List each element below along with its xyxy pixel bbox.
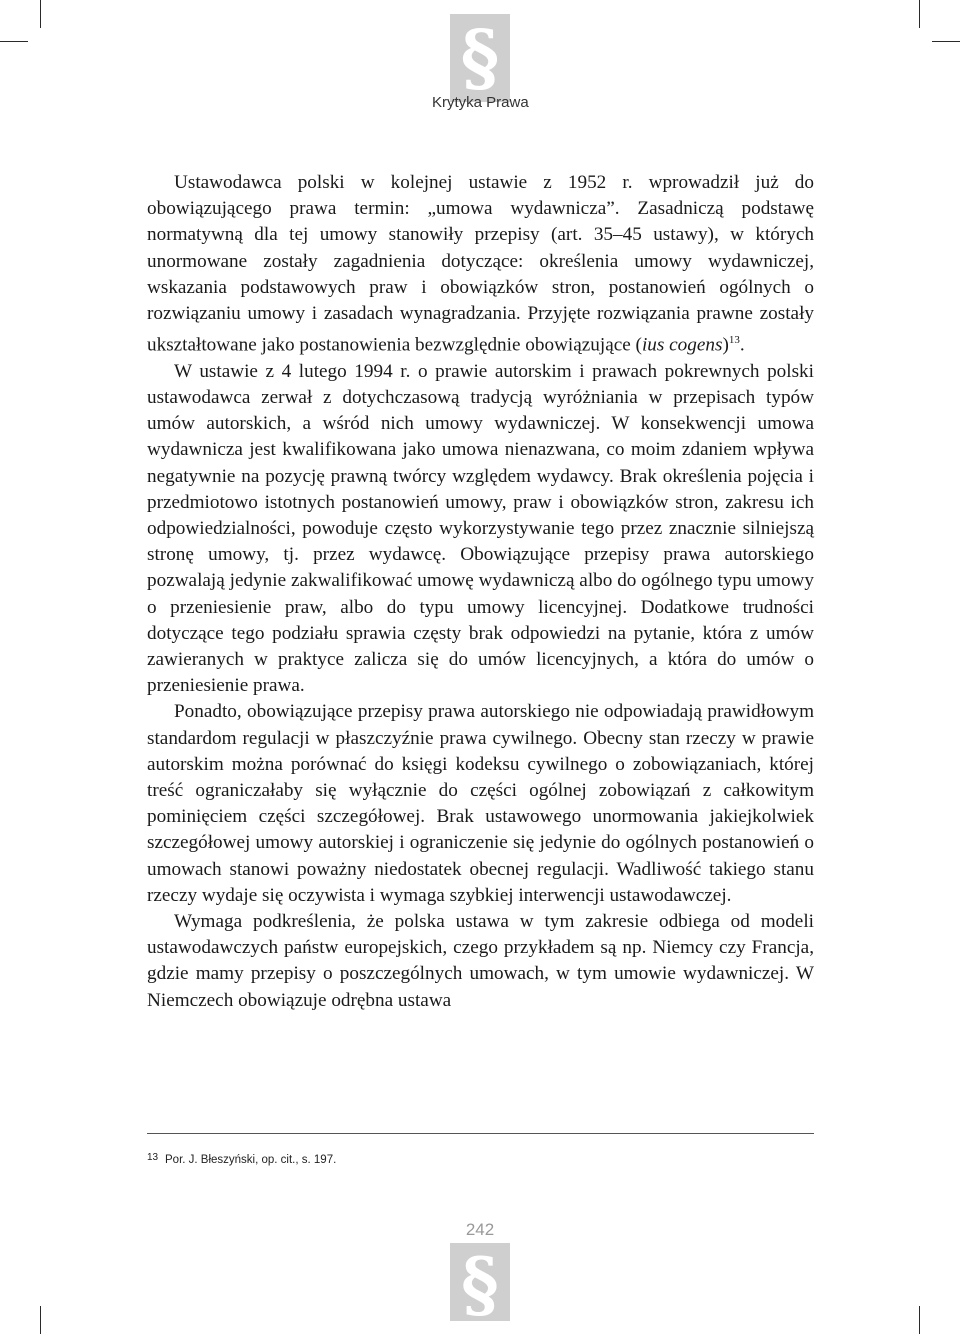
- crop-mark: [932, 41, 960, 42]
- section-sign-icon: §: [461, 1243, 499, 1321]
- latin-term: ius cogens: [641, 334, 723, 356]
- crop-mark: [919, 0, 920, 28]
- footnote-text: Por. J. Błeszyński, op. cit., s. 197.: [165, 1154, 337, 1166]
- paragraph: [147, 170, 814, 359]
- crop-mark: [40, 1306, 41, 1334]
- paragraph-text: Ustawodawca polski w kolejnej ustawie z 1952 r. wprowadził już do obowiązującego prawa termin: „umowa wydawnicza”. Zasadniczą podstawę normatywną dla tej umowy stanowiły przepisy (art. 35–45 ustawy), w których unormowane zostały zagadnienia dotyczące: określenia umowy wydawniczej, wskazania podstawowych praw i obowiązków stron, postanowień ogólnych o rozwiązaniu umowy i zasadach wynagradzania. Przyjęte rozwiązania prawne zostały ukształtowane jako postanowienia bezwzględnie obowiązujące (: [147, 172, 814, 356]
- crop-mark: [40, 0, 41, 28]
- crop-mark: [0, 41, 28, 42]
- section-sign-badge-top: [450, 14, 510, 102]
- crop-mark: [919, 1306, 920, 1334]
- footnote-number: 13: [147, 1152, 159, 1163]
- section-sign-icon: §: [460, 15, 500, 101]
- section-sign-badge-bottom: [450, 1243, 510, 1321]
- paragraph-text: ): [722, 334, 729, 356]
- paragraph: Wymaga podkreślenia, że polska ustawa w tym zakresie odbiega od modeli ustawodawczych państw europejskich, czego przykładem są np. Niemcy czy Francja, gdzie mamy przepisy o poszczególnych umowach, w tym umowie wydawniczej. W Niemczech obowiązuje odrębna ustawa: [147, 911, 814, 1011]
- page-number: 242: [465, 1220, 495, 1239]
- body-text: [147, 170, 814, 1014]
- paragraph-text: .: [739, 334, 745, 356]
- footnote-ref[interactable]: 13: [728, 334, 740, 347]
- footnote-separator: [147, 1133, 814, 1134]
- paragraph: W ustawie z 4 lutego 1994 r. o prawie autorskim i prawach pokrewnych polski ustawodawca zerwał z dotychczasową tradycją wyróżniania w przepisach typów umów autorskich, a wśród nich umowy wydawniczej. W konsekwencji umowa wydawnicza jest kwalifikowana jako umowa nienazwana, co moim zdaniem wpływa negatywnie na pozycję prawną twórcy względem wydawcy. Brak określenia pojęcia i przedmiotowo istotnych postanowień umowy, praw i obowiązków stron, zakresu ich odpowiedzialności, powoduje często wykorzystywanie tego przez znacznie silniejszą stronę umowy, tj. przez wydawcę. Obowiązujące przepisy prawa autorskiego pozwalają jedynie zakwalifikować umowę wydawniczą albo do ogólnego typu umowy o przeniesienie praw, albo do typu umowy licencyjnej. Dodatkowe trudności dotyczące tego podziału sprawia częsty brak odpowiedzi na pytanie, która z umów zawieranych w praktyce zalicza się do umów licencyjnych, a która do umów o przeniesienie prawa.: [147, 360, 814, 697]
- footnote: [147, 1152, 336, 1166]
- running-title: Krytyka Prawa: [432, 94, 529, 111]
- paragraph: Ponadto, obowiązujące przepisy prawa autorskiego nie odpowiadają prawidłowym standardom regulacji w płaszczyźnie prawa cywilnego. Obecny stan rzeczy w prawie autorskim można porównać do księgi kodeksu cywilnego o zobowiązaniach, której treść ograniczałaby się wyłącznie do części ogólnej zobowiązań z całkowitym pominięciem części szczegółowej. Brak ustawowego unormowania jakiejkolwiek szczegółowej umowy autorskiej i ograniczenie się jedynie do ogólnych postanowień o umowach stanowi poważny niedostatek obecnej regulacji. Wadliwość takiego stanu rzeczy wydaje się oczywista i wymaga szybkiej interwencji ustawodawczej.: [147, 701, 814, 906]
